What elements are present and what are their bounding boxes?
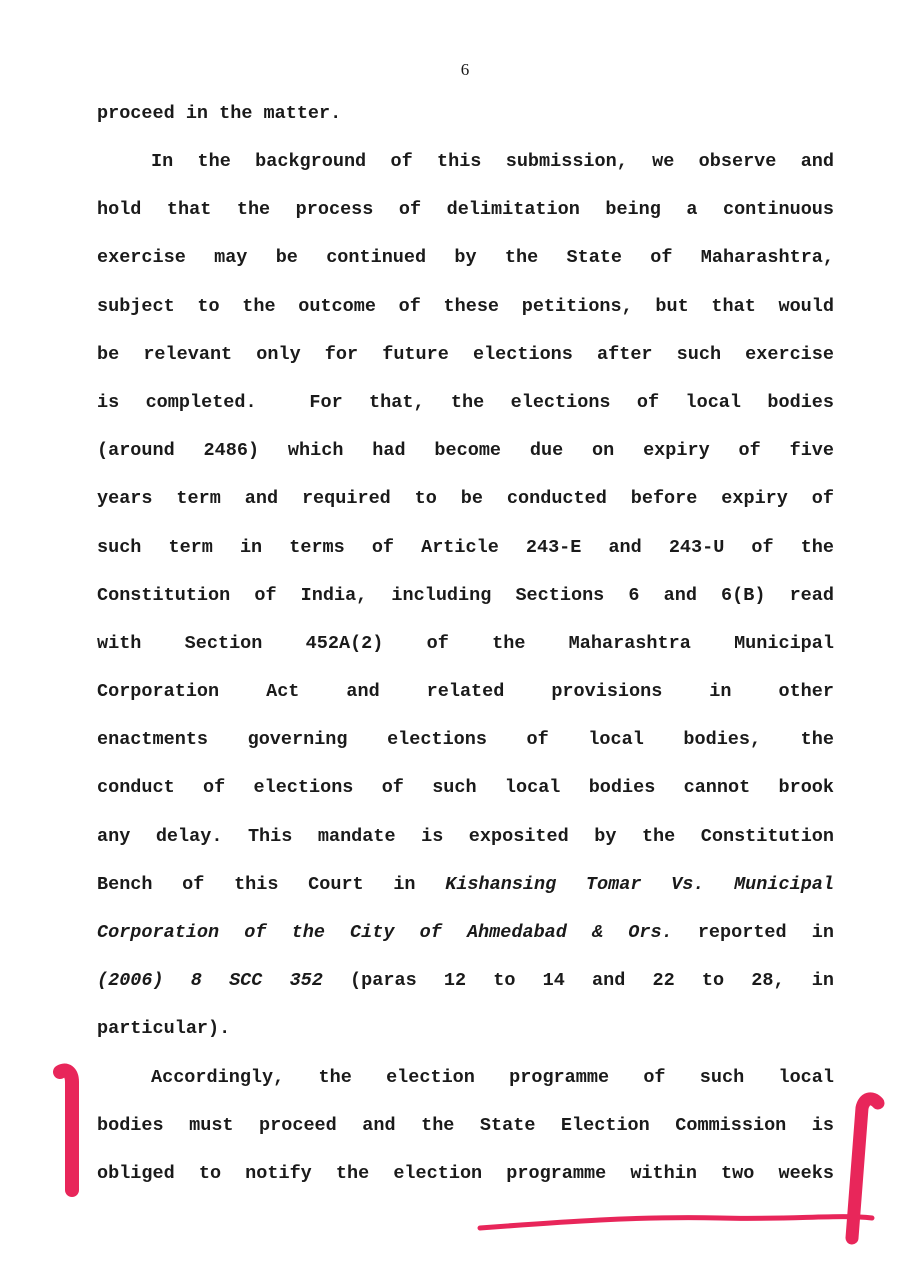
text-line: years term and required to be conducted before expiry of <box>97 488 834 509</box>
text-line: Accordingly, the election programme of such local <box>151 1067 834 1088</box>
text-line: conduct of elections of such local bodies cannot brook <box>97 777 834 798</box>
text-line: with Section 452A(2) of the Maharashtra Municipal <box>97 633 834 654</box>
left-bracket-mark <box>60 1070 72 1190</box>
text-line: is completed. For that, the elections of local bodies <box>97 392 834 413</box>
text-line: hold that the process of delimitation being a continuous <box>97 199 834 220</box>
text-line: (around 2486) which had become due on expiry of five <box>97 440 834 461</box>
text-line: be relevant only for future elections after such exercise <box>97 344 834 365</box>
text-line: exercise may be continued by the State of Maharashtra, <box>97 247 834 268</box>
text-line: Corporation Act and related provisions in other <box>97 681 834 702</box>
underline-mark <box>480 1217 872 1228</box>
text-line <box>97 922 834 944</box>
text-line <box>97 970 834 992</box>
text-line: subject to the outcome of these petitions, but that would <box>97 296 834 317</box>
text-line <box>97 874 834 896</box>
page-number: 6 <box>460 60 470 79</box>
text-line: In the background of this submission, we observe and <box>151 151 834 172</box>
text-line: Constitution of India, including Sections 6 and 6(B) read <box>97 585 834 606</box>
text-segment: Bench of this Court in <box>97 874 446 895</box>
right-bracket-mark <box>852 1099 878 1238</box>
text-line: proceed in the matter. <box>97 103 342 124</box>
text-line: bodies must proceed and the State Election Commission is <box>97 1115 834 1136</box>
text-line: particular). <box>97 1018 231 1039</box>
text-segment: (paras 12 to 14 and 22 to 28, in <box>322 970 834 991</box>
text-line: enactments governing elections of local bodies, the <box>97 729 834 750</box>
text-segment: reported in <box>672 922 834 943</box>
case-name-italic: Corporation of the City of Ahmedabad & Ors. <box>97 922 673 943</box>
citation-italic: (2006) 8 SCC 352 <box>97 970 323 991</box>
case-name-italic: Kishansing Tomar Vs. Municipal <box>445 874 834 895</box>
text-line: any delay. This mandate is exposited by the Constitution <box>97 826 834 847</box>
text-line: such term in terms of Article 243-E and 243-U of the <box>97 537 834 558</box>
text-line: obliged to notify the election programme within two weeks <box>97 1163 834 1184</box>
